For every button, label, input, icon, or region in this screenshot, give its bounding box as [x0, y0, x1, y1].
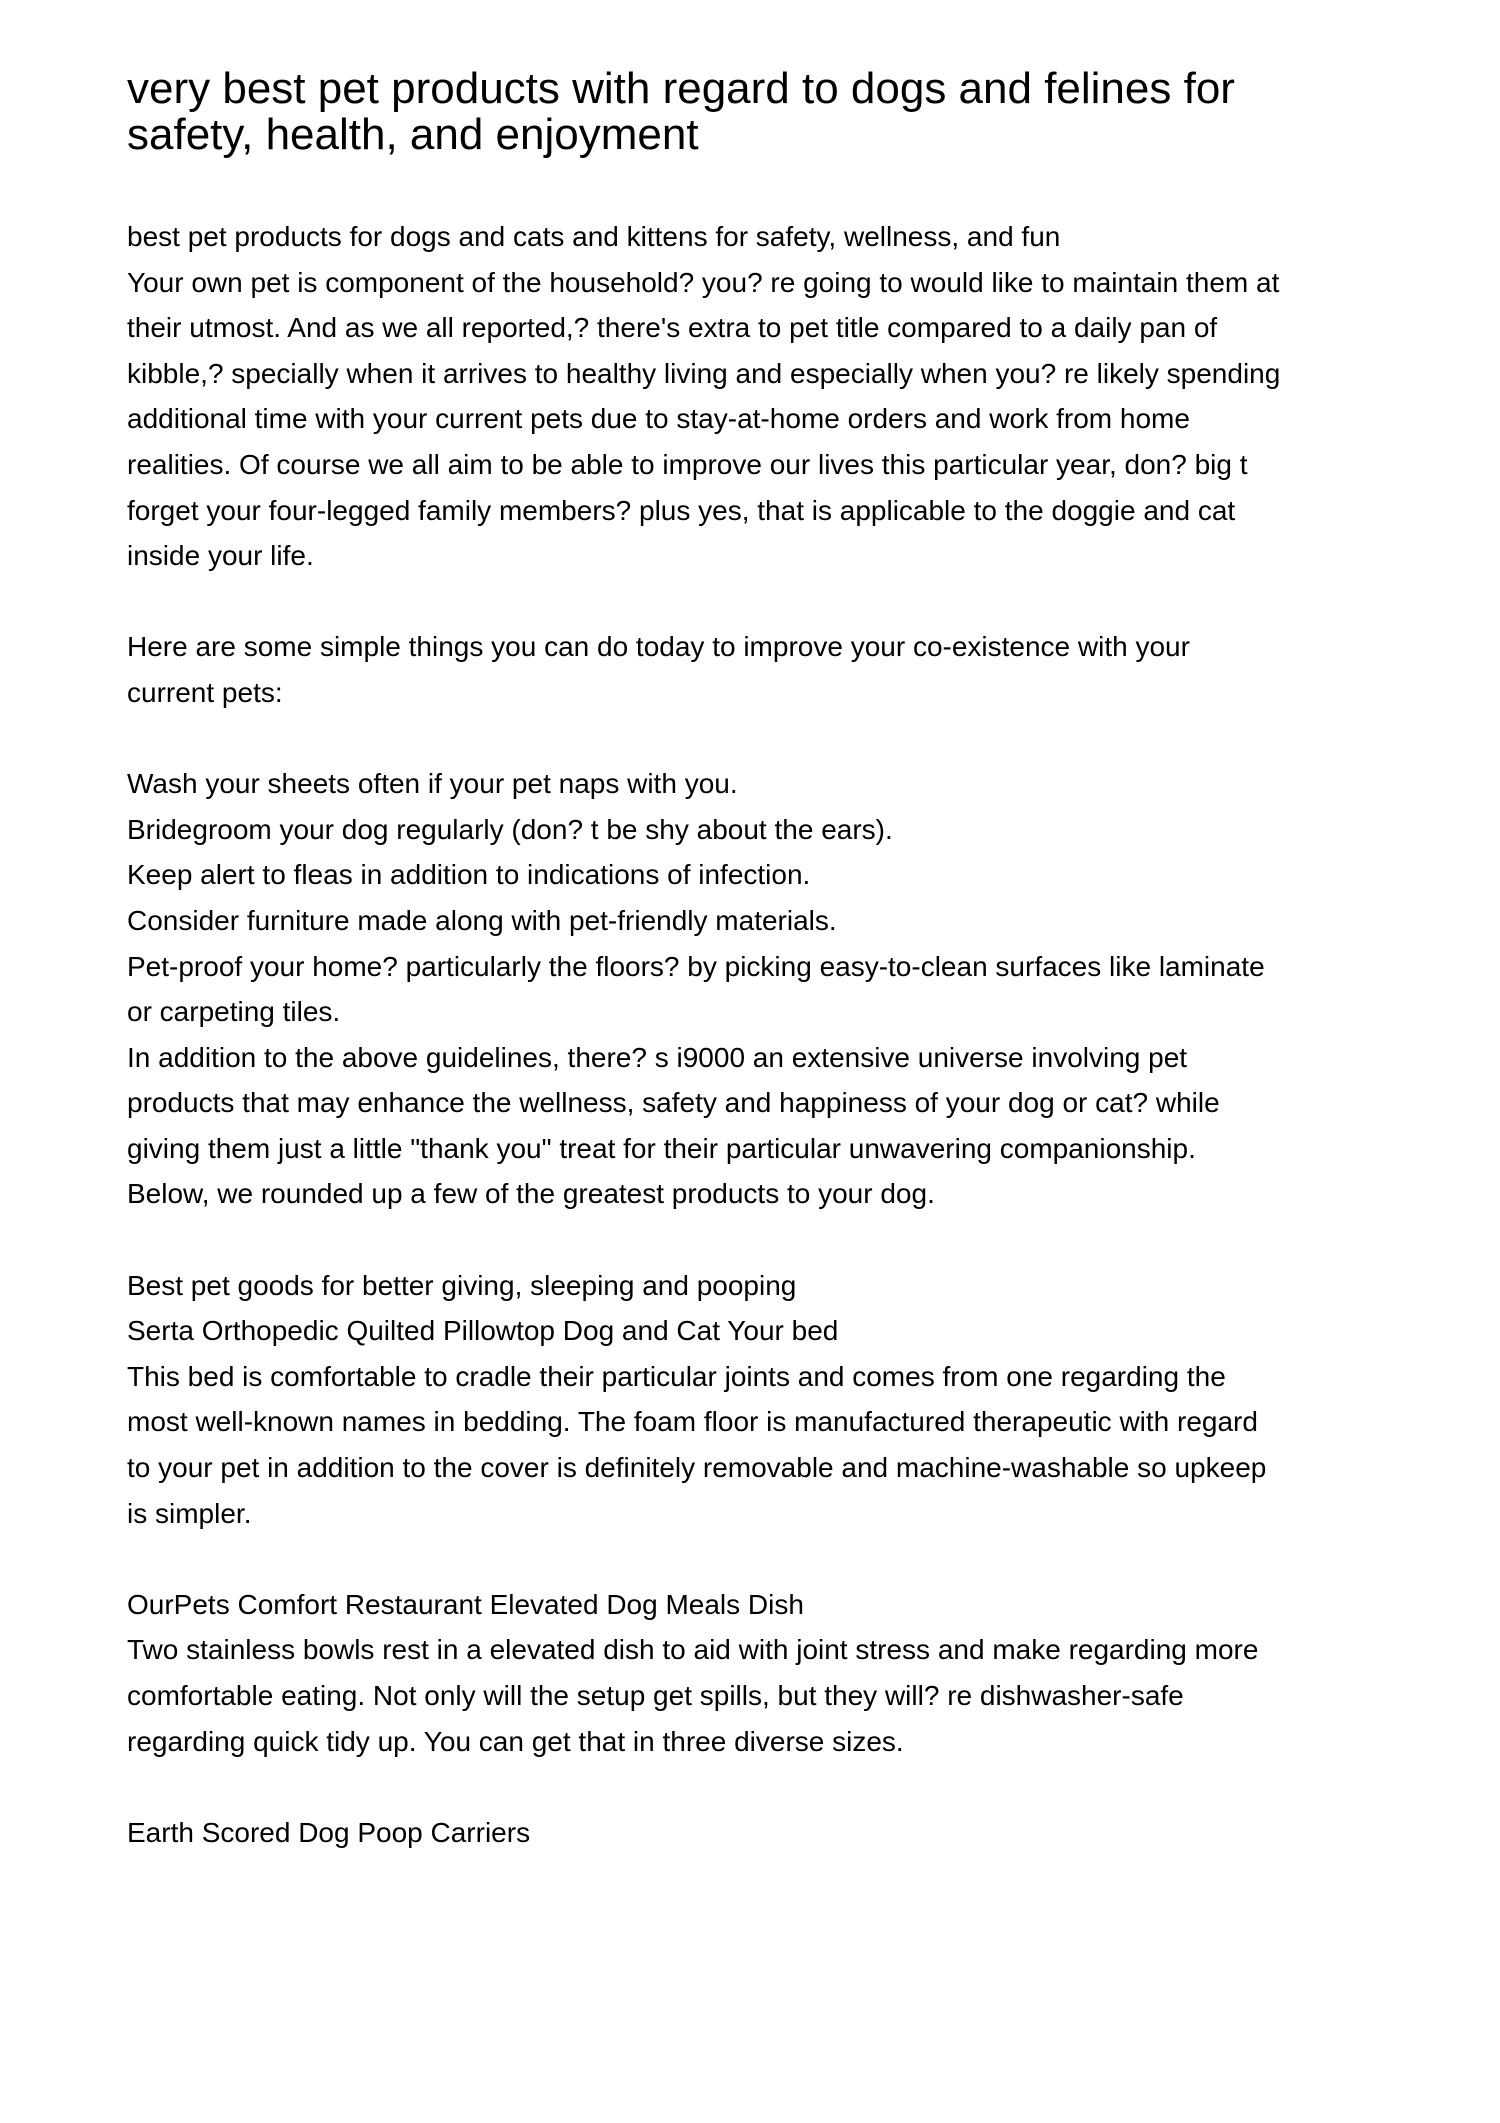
document-page: [127, 66, 1397, 1855]
paragraph-line: giving them just a little "thank you" treat for their particular unwavering companionship.: [127, 1132, 1196, 1164]
blank-line: [127, 1536, 1397, 1582]
blank-line: [127, 1764, 1397, 1810]
product-name-line: OurPets Comfort Restaurant Elevated Dog Meals Dish: [127, 1588, 804, 1620]
paragraph-line: most well-known names in bedding. The foam floor is manufactured therapeutic with regard: [127, 1406, 1258, 1438]
paragraph-line: realities. Of course we all aim to be able to improve our lives this particular year, don? big t: [127, 448, 1248, 480]
paragraph-line: their utmost. And as we all reported,? there's extra to pet title compared to a daily pan of: [127, 312, 1218, 344]
product-name-line: Serta Orthopedic Quilted Pillowtop Dog and Cat Your bed: [127, 1315, 839, 1347]
blank-line: [127, 1217, 1397, 1263]
tip-line: Wash your sheets often if your pet naps with you.: [127, 768, 738, 800]
paragraph-line: additional time with your current pets due to stay-at-home orders and work from home: [127, 403, 1190, 435]
tip-line: Pet-proof your home? particularly the floors? by picking easy-to-clean surfaces like laminate: [127, 950, 1265, 982]
paragraph-line: regarding quick tidy up. You can get that in three diverse sizes.: [127, 1725, 904, 1757]
product-name-line: Earth Scored Dog Poop Carriers: [127, 1816, 531, 1848]
paragraph-line: is simpler.: [127, 1497, 252, 1529]
document-body: [127, 214, 1397, 1855]
paragraph-line: inside your life.: [127, 540, 314, 572]
blank-line: [127, 579, 1397, 625]
paragraph-line: In addition to the above guidelines, there? s i9000 an extensive universe involving pet: [127, 1041, 1188, 1073]
paragraph-line: This bed is comfortable to cradle their particular joints and comes from one regarding the: [127, 1360, 1226, 1392]
paragraph-line: forget your four-legged family members? plus yes, that is applicable to the doggie and cat: [127, 494, 1236, 526]
title-line: very best pet products with regard to dogs and felines for: [127, 64, 1235, 113]
paragraph-line: Two stainless bowls rest in a elevated dish to aid with joint stress and make regarding more: [127, 1634, 1259, 1666]
paragraph-line: kibble,? specially when it arrives to healthy living and especially when you? re likely spending: [127, 357, 1281, 389]
title-line: safety, health, and enjoyment: [127, 110, 699, 159]
blank-line: [127, 716, 1397, 762]
tip-line: Keep alert to fleas in addition to indications of infection.: [127, 859, 811, 891]
subtitle-line: best pet products for dogs and cats and kittens for safety, wellness, and fun: [127, 221, 1061, 252]
paragraph-line: Your own pet is component of the household? you? re going to would like to maintain them at: [127, 266, 1280, 298]
section-heading-line: Best pet goods for better giving, sleeping and pooping: [127, 1269, 797, 1301]
document-title: [127, 66, 1397, 158]
tip-line: Bridegroom your dog regularly (don? t be shy about the ears).: [127, 813, 893, 845]
tip-line: or carpeting tiles.: [127, 996, 341, 1028]
paragraph-line: to your pet in addition to the cover is definitely removable and machine-washable so upkeep: [127, 1452, 1267, 1484]
paragraph-line: Below, we rounded up a few of the greatest products to your dog.: [127, 1178, 935, 1210]
tip-line: Consider furniture made along with pet-friendly materials.: [127, 904, 837, 936]
paragraph-line: comfortable eating. Not only will the setup get spills, but they will? re dishwasher-safe: [127, 1680, 1184, 1711]
paragraph-line: products that may enhance the wellness, safety and happiness of your dog or cat? while: [127, 1087, 1220, 1119]
paragraph-line: current pets:: [127, 676, 283, 708]
paragraph-line: Here are some simple things you can do today to improve your co-existence with your: [127, 631, 1190, 663]
